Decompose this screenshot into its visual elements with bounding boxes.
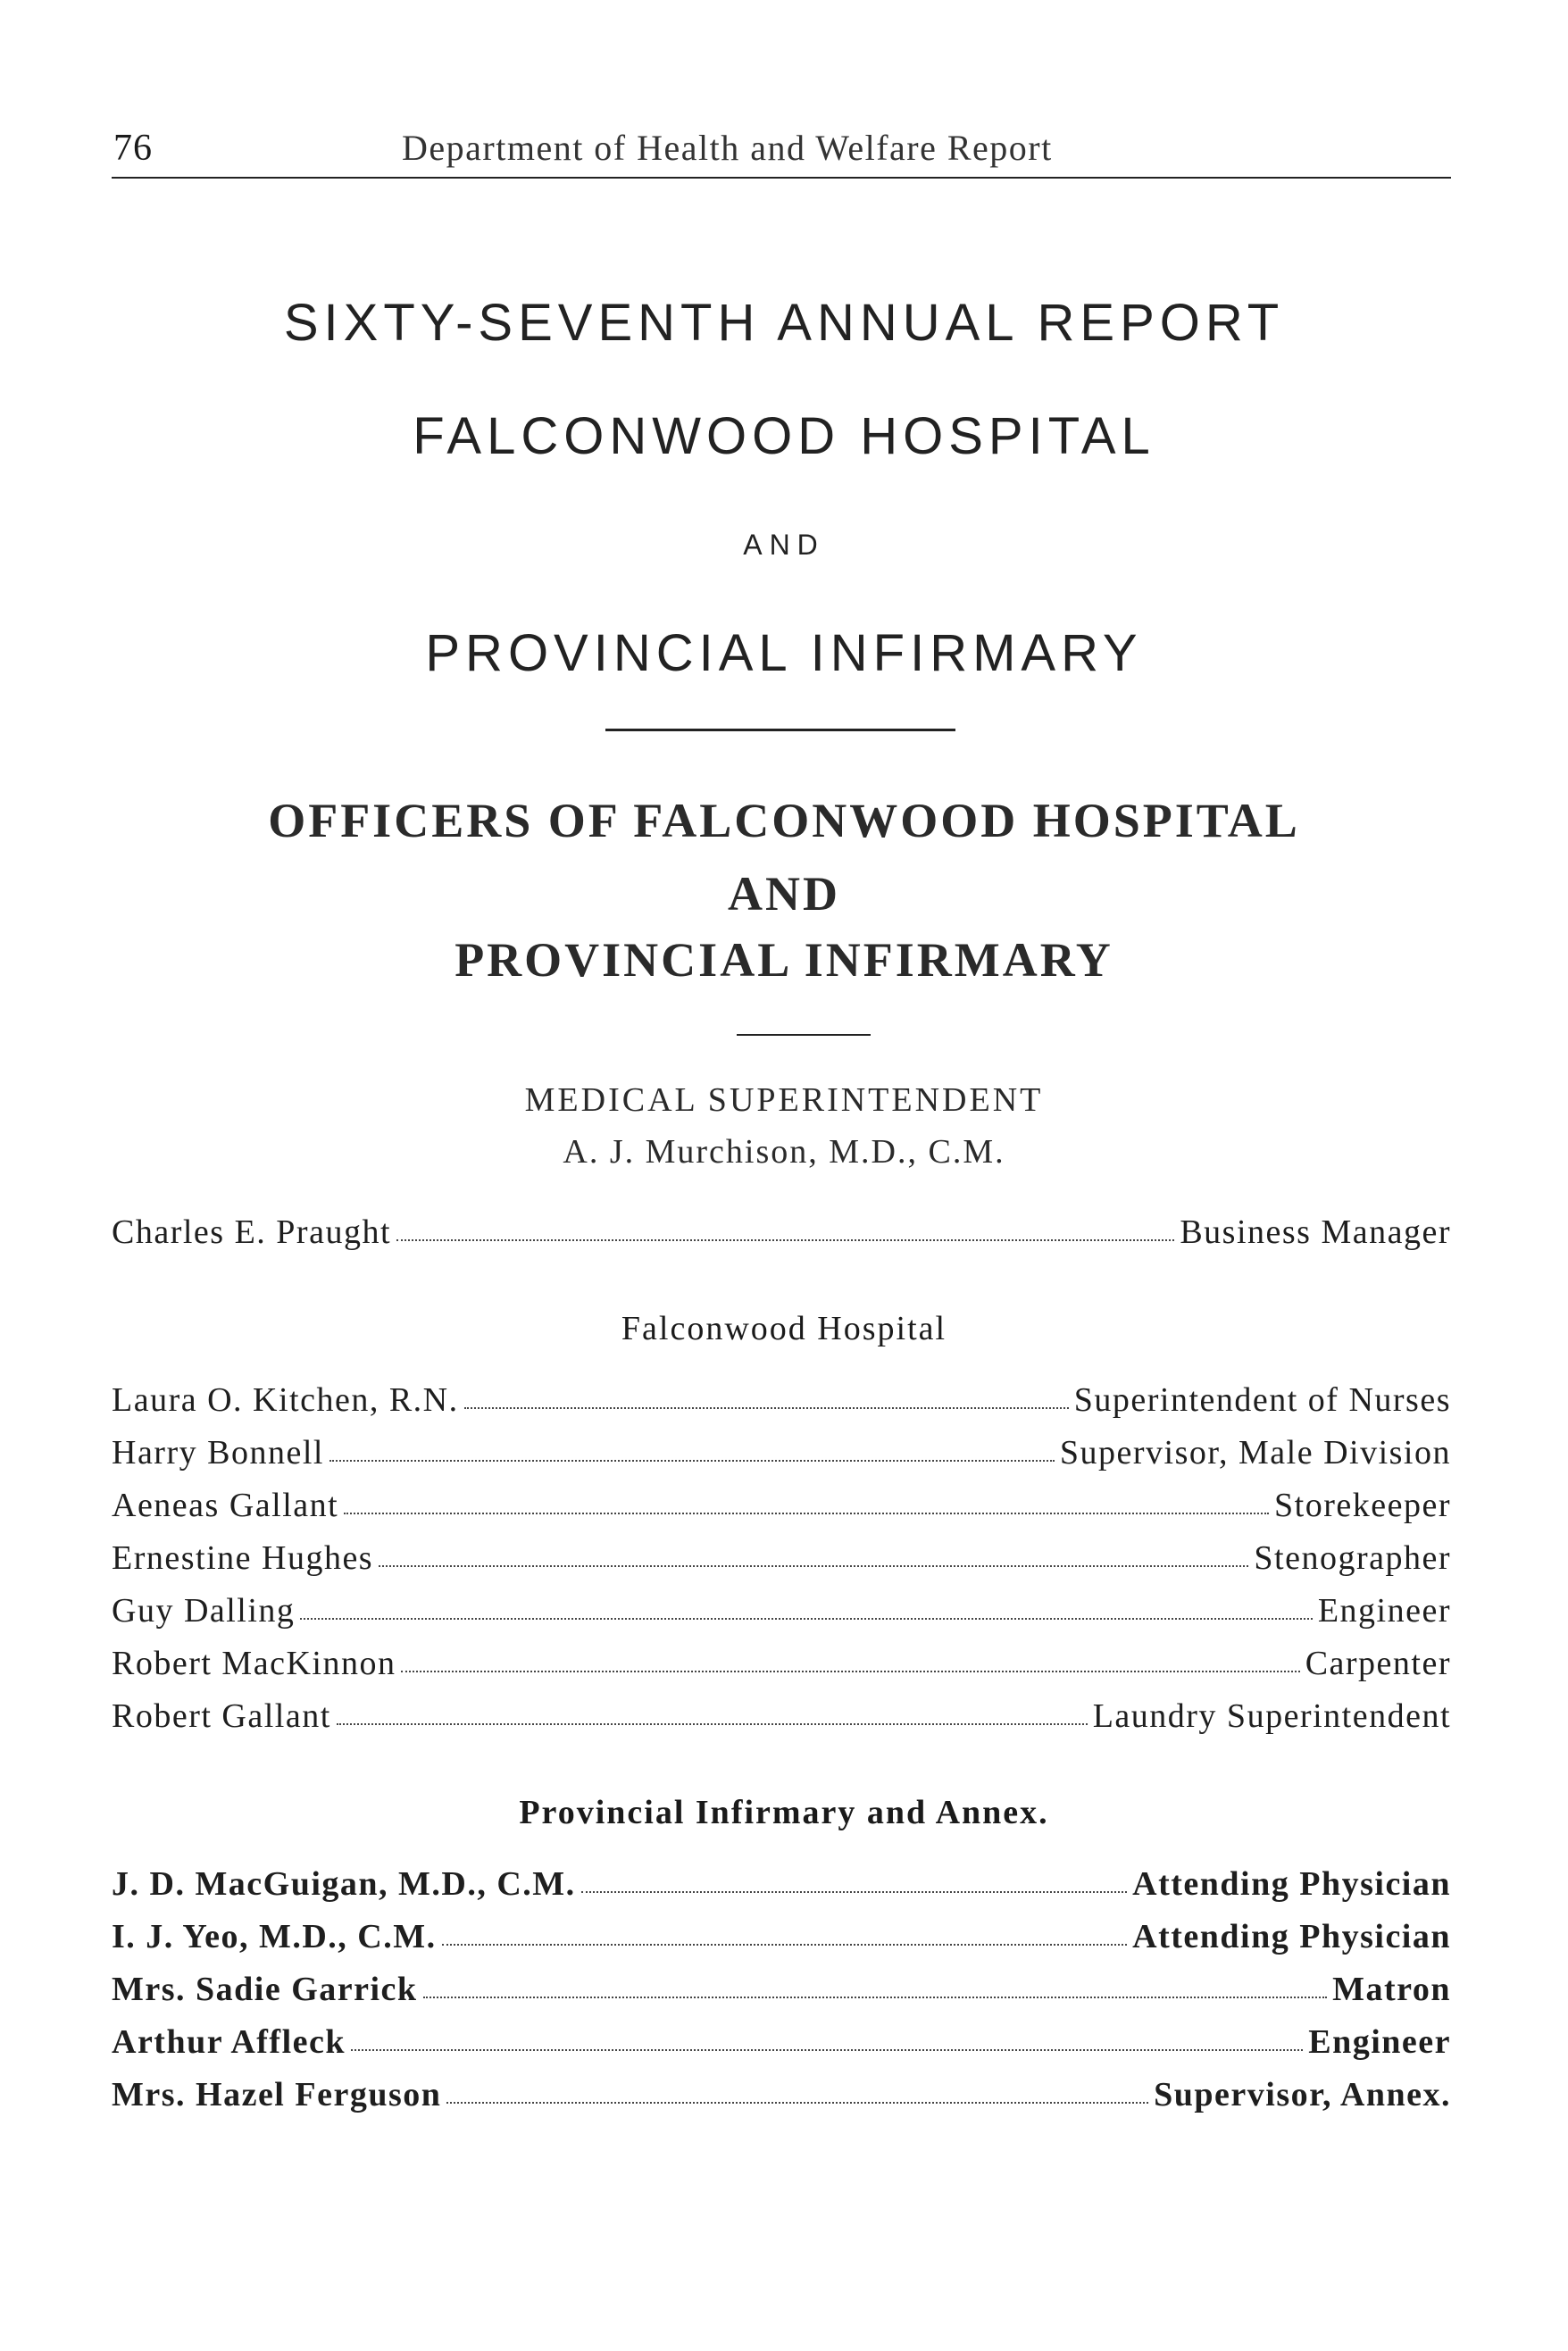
staff-row (112, 1380, 1451, 1427)
staff-row (112, 1864, 1451, 1911)
officers-heading-line1: OFFICERS OF FALCONWOOD HOSPITAL (268, 794, 1300, 847)
dot-leader (379, 1565, 1248, 1567)
staff-name: Aeneas Gallant (112, 1487, 339, 1524)
staff-title: Supervisor, Male Division (1059, 1434, 1451, 1471)
staff-title: Attending Physician (1132, 1865, 1451, 1903)
falconwood-section-heading: Falconwood Hospital (621, 1310, 947, 1347)
staff-title: Engineer (1308, 2023, 1451, 2061)
staff-title: Supervisor, Annex. (1154, 2076, 1451, 2113)
staff-row (112, 1591, 1451, 1638)
medical-superintendent-name: A. J. Murchison, M.D., C.M. (563, 1133, 1005, 1171)
report-title: SIXTY-SEVENTH ANNUAL REPORT (283, 294, 1285, 352)
staff-row (112, 1970, 1451, 2016)
staff-name: Arthur Affleck (112, 2023, 346, 2061)
dot-leader (344, 1513, 1269, 1514)
officers-heading-line2: AND (728, 867, 840, 921)
dot-leader (446, 2102, 1148, 2104)
staff-row (112, 1486, 1451, 1532)
dot-leader (423, 1997, 1328, 1998)
staff-title: Carpenter (1305, 1645, 1451, 1682)
staff-row (112, 2075, 1451, 2122)
staff-title: Laundry Superintendent (1092, 1697, 1451, 1735)
staff-name: Robert MacKinnon (112, 1645, 396, 1682)
medical-superintendent-heading: MEDICAL SUPERINTENDENT (524, 1081, 1044, 1119)
staff-row (112, 1697, 1451, 1743)
staff-name: Mrs. Sadie Garrick (112, 1971, 418, 2008)
running-title: Department of Health and Welfare Report (402, 128, 1053, 168)
dot-leader (329, 1460, 1055, 1462)
staff-title: Engineer (1317, 1592, 1451, 1630)
staff-title: Business Manager (1180, 1213, 1451, 1251)
business-manager-row (112, 1213, 1451, 1259)
staff-name: Charles E. Praught (112, 1213, 392, 1251)
staff-title: Matron (1332, 1971, 1451, 2008)
dot-leader (581, 1891, 1127, 1893)
staff-name: Mrs. Hazel Ferguson (112, 2076, 442, 2113)
officers-divider (737, 1034, 871, 1036)
running-head (112, 123, 1451, 179)
staff-name: Harry Bonnell (112, 1434, 324, 1471)
staff-title: Storekeeper (1274, 1487, 1451, 1524)
staff-name: Guy Dalling (112, 1592, 296, 1630)
title-divider (605, 729, 955, 731)
staff-title: Stenographer (1254, 1539, 1451, 1577)
staff-name: I. J. Yeo, M.D., C.M. (112, 1918, 437, 1955)
staff-title: Superintendent of Nurses (1073, 1381, 1451, 1419)
dot-leader (337, 1723, 1088, 1725)
title-conjunction: AND (743, 529, 825, 561)
staff-row (112, 1917, 1451, 1963)
staff-name: Ernestine Hughes (112, 1539, 374, 1577)
staff-name: Laura O. Kitchen, R.N. (112, 1381, 459, 1419)
dot-leader (442, 1944, 1128, 1946)
officers-heading-line3: PROVINCIAL INFIRMARY (455, 933, 1113, 987)
dot-leader (401, 1671, 1299, 1672)
dot-leader (351, 2049, 1303, 2051)
dot-leader (300, 1618, 1312, 1620)
dot-leader (464, 1407, 1069, 1409)
staff-name: J. D. MacGuigan, M.D., C.M. (112, 1865, 576, 1903)
hospital-title: FALCONWOOD HOSPITAL (413, 407, 1155, 465)
page-number: 76 (113, 128, 153, 169)
dot-leader (396, 1239, 1174, 1241)
infirmary-title: PROVINCIAL INFIRMARY (425, 624, 1143, 682)
staff-title: Attending Physician (1132, 1918, 1451, 1955)
infirmary-section-heading: Provincial Infirmary and Annex. (519, 1794, 1049, 1831)
staff-row (112, 1538, 1451, 1585)
staff-name: Robert Gallant (112, 1697, 331, 1735)
staff-row (112, 2022, 1451, 2069)
staff-row (112, 1644, 1451, 1690)
staff-row (112, 1433, 1451, 1480)
